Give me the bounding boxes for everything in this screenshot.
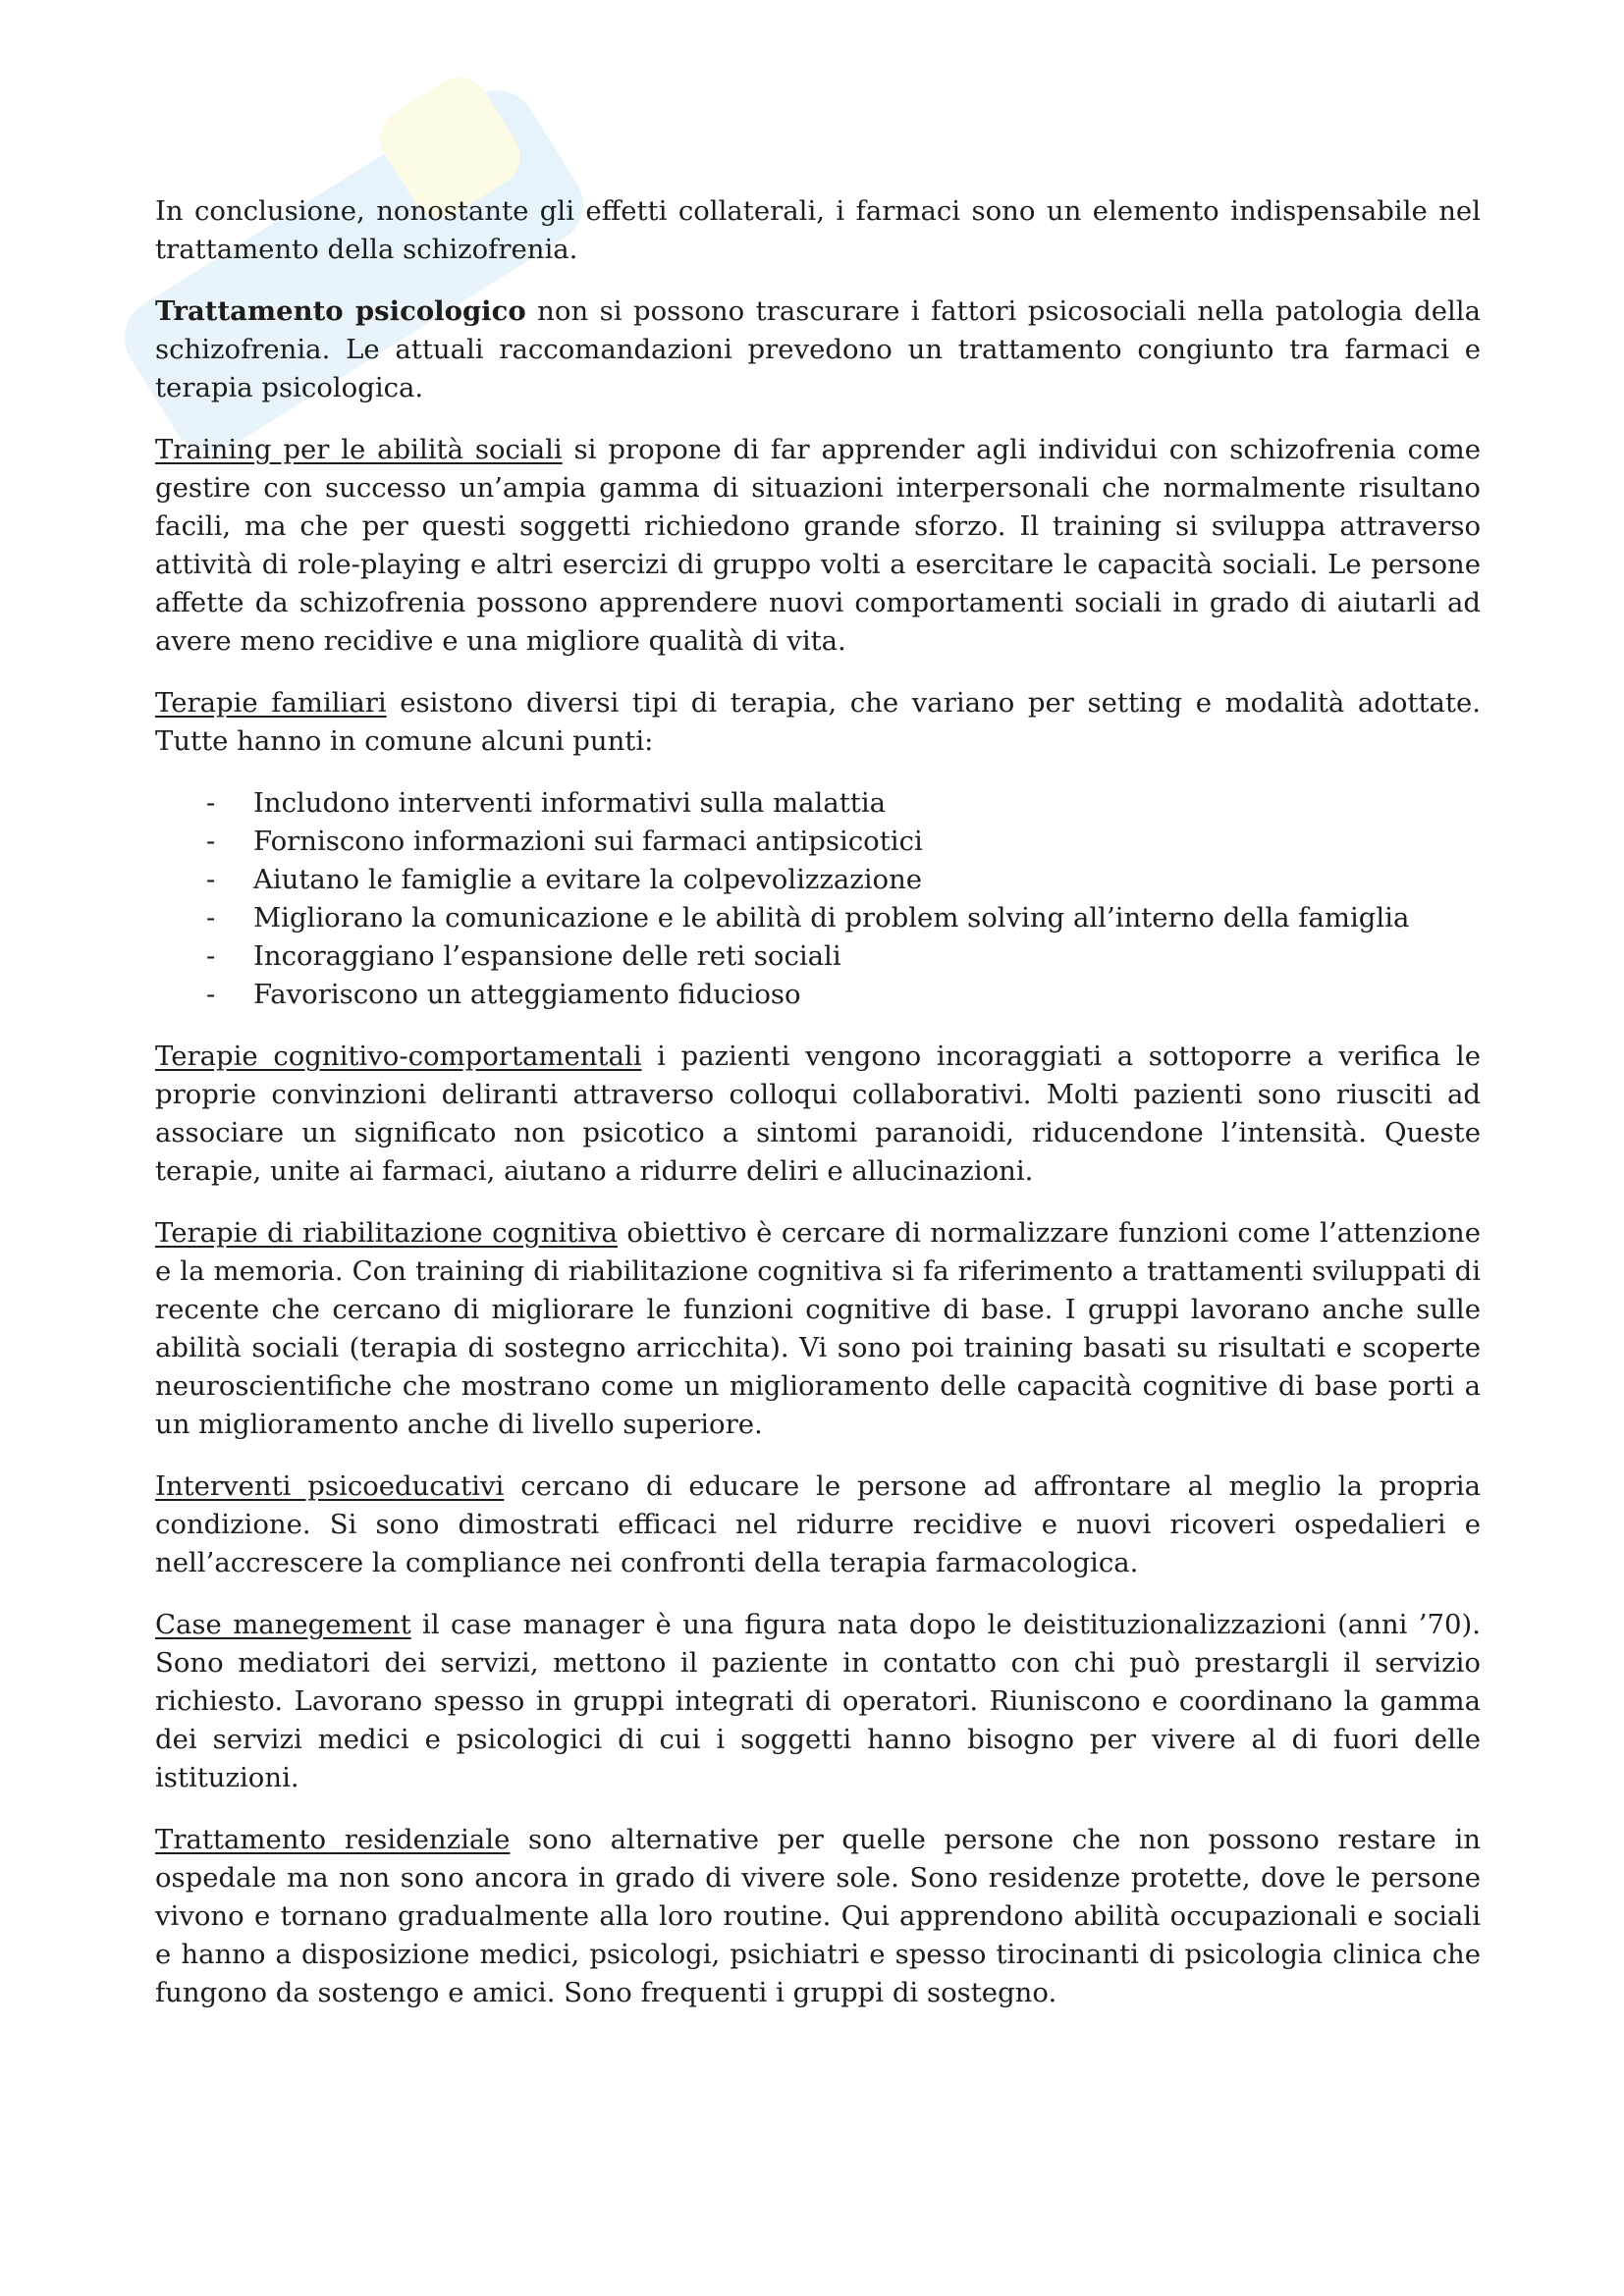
psych-treatment-text: non si possono trascurare i fattori psicosociali nella patologia della schizofrenia. Le attuali raccomandazioni prevedono un trattamento congiunto tra farmaci e terapia psicologica. [155, 295, 1481, 403]
cognitive-rehab-heading: Terapie di riabilitazione cognitiva [155, 1217, 618, 1249]
cbt-text: i pazienti vengono incoraggiati a sottoporre a verifica le proprie convinzioni deliranti attraverso colloqui collaborativi. Molti pazienti sono riusciti ad associare un significato non psicotico a sintomi paranoidi, riducendone l’intensità. Queste terapie, unite ai farmaci, aiutano a ridurre deliri e allucinazioni. [155, 1041, 1481, 1187]
psychoeducation-heading: Interventi psicoeducativi [155, 1470, 505, 1502]
case-management-heading: Case manegement [155, 1609, 411, 1640]
paragraph-conclusion [155, 192, 1481, 269]
family-therapy-text: esistono diversi tipi di terapia, che variano per setting e modalità adottate. Tutte hanno in comune alcuni punti: [155, 687, 1481, 757]
paragraph-family-therapy [155, 684, 1481, 761]
paragraph-case-management [155, 1606, 1481, 1797]
psych-treatment-heading: Trattamento psicologico [155, 295, 526, 327]
conclusion-text: In conclusione, nonostante gli effetti collaterali, i farmaci sono un elemento indispensabile nel trattamento della schizofrenia. [155, 195, 1481, 265]
paragraph-cbt [155, 1038, 1481, 1191]
list-item-text: Aiutano le famiglie a evitare la colpevolizzazione [253, 864, 923, 895]
cbt-heading: Terapie cognitivo-comportamentali [155, 1041, 642, 1072]
dash-bullet: - [206, 864, 216, 895]
paragraph-psychoeducation [155, 1468, 1481, 1582]
dash-bullet: - [206, 902, 216, 934]
list-item-text: Migliorano la comunicazione e le abilità di problem solving all’interno della famiglia [253, 902, 1410, 934]
document-body [155, 192, 1481, 2036]
list-item [155, 784, 1481, 823]
paragraph-psych-treatment [155, 293, 1481, 407]
family-therapy-heading: Terapie familiari [155, 687, 387, 719]
case-management-text: il case manager è una figura nata dopo le deistituzionalizzazioni (anni ’70). Sono mediatori dei servizi, mettono il paziente in contatto con chi può prestargli il servizio richiesto. Lavorano spesso in gruppi integrati di operatori. Riuniscono e coordinano la gamma dei servizi medici e psicologici di cui i soggetti hanno bisogno per vivere al di fuori delle istituzioni. [155, 1609, 1482, 1793]
list-item [155, 899, 1481, 937]
social-skills-text: si propone di far apprender agli individui con schizofrenia come gestire con successo un’ampia gamma di situazioni interpersonali che normalmente risultano facili, ma che per questi soggetti richiedono grande sforzo. Il training si sviluppa attraverso attività di role-playing e altri esercizi di gruppo volti a esercitare le capacità sociali. Le persone affette da schizofrenia possono apprendere nuovi comportamenti sociali in grado di aiutarli ad avere meno recidive e una migliore qualità di vita. [155, 434, 1481, 657]
list-item [155, 861, 1481, 899]
dash-bullet: - [206, 979, 216, 1010]
cognitive-rehab-text: obiettivo è cercare di normalizzare funzioni come l’attenzione e la memoria. Con training di riabilitazione cognitiva si fa riferimento a trattamenti sviluppati di recente che cercano di migliorare le funzioni cognitive di base. I gruppi lavorano anche sulle abilità sociali (terapia di sostegno arricchita). Vi sono poi training basati su risultati e scoperte neuroscientifiche che mostrano come un miglioramento delle capacità cognitive di base porti a un miglioramento anche di livello superiore. [155, 1217, 1482, 1440]
list-item [155, 937, 1481, 976]
list-item-text: Forniscono informazioni sui farmaci antipsicotici [253, 826, 923, 857]
dash-bullet: - [206, 940, 216, 972]
dash-bullet: - [206, 787, 216, 819]
paragraph-social-skills [155, 431, 1481, 661]
dash-bullet: - [206, 826, 216, 857]
social-skills-heading: Training per le abilità sociali [155, 434, 563, 465]
residential-heading: Trattamento residenziale [155, 1824, 511, 1855]
paragraph-residential [155, 1821, 1481, 2012]
list-item-text: Favoriscono un atteggiamento fiducioso [253, 979, 801, 1010]
paragraph-cognitive-rehab [155, 1214, 1481, 1444]
list-item [155, 823, 1481, 861]
list-item-text: Incoraggiano l’espansione delle reti sociali [253, 940, 841, 972]
list-item [155, 976, 1481, 1014]
list-item-text: Includono interventi informativi sulla malattia [253, 787, 887, 819]
psychoeducation-text: cercano di educare le persone ad affrontare al meglio la propria condizione. Si sono dimostrati efficaci nel ridurre recidive e nuovi ricoveri ospedalieri e nell’accrescere la compliance nei confronti della terapia farmacologica. [155, 1470, 1481, 1578]
family-therapy-list [155, 784, 1481, 1014]
residential-text: sono alternative per quelle persone che non possono restare in ospedale ma non sono ancora in grado di vivere sole. Sono residenze protette, dove le persone vivono e tornano gradualmente alla loro routine. Qui apprendono abilità occupazionali e sociali e hanno a disposizione medici, psicologi, psichiatri e spesso tirocinanti di psicologia clinica che fungono da sostengo e amici. Sono frequenti i gruppi di sostegno. [155, 1824, 1481, 2008]
